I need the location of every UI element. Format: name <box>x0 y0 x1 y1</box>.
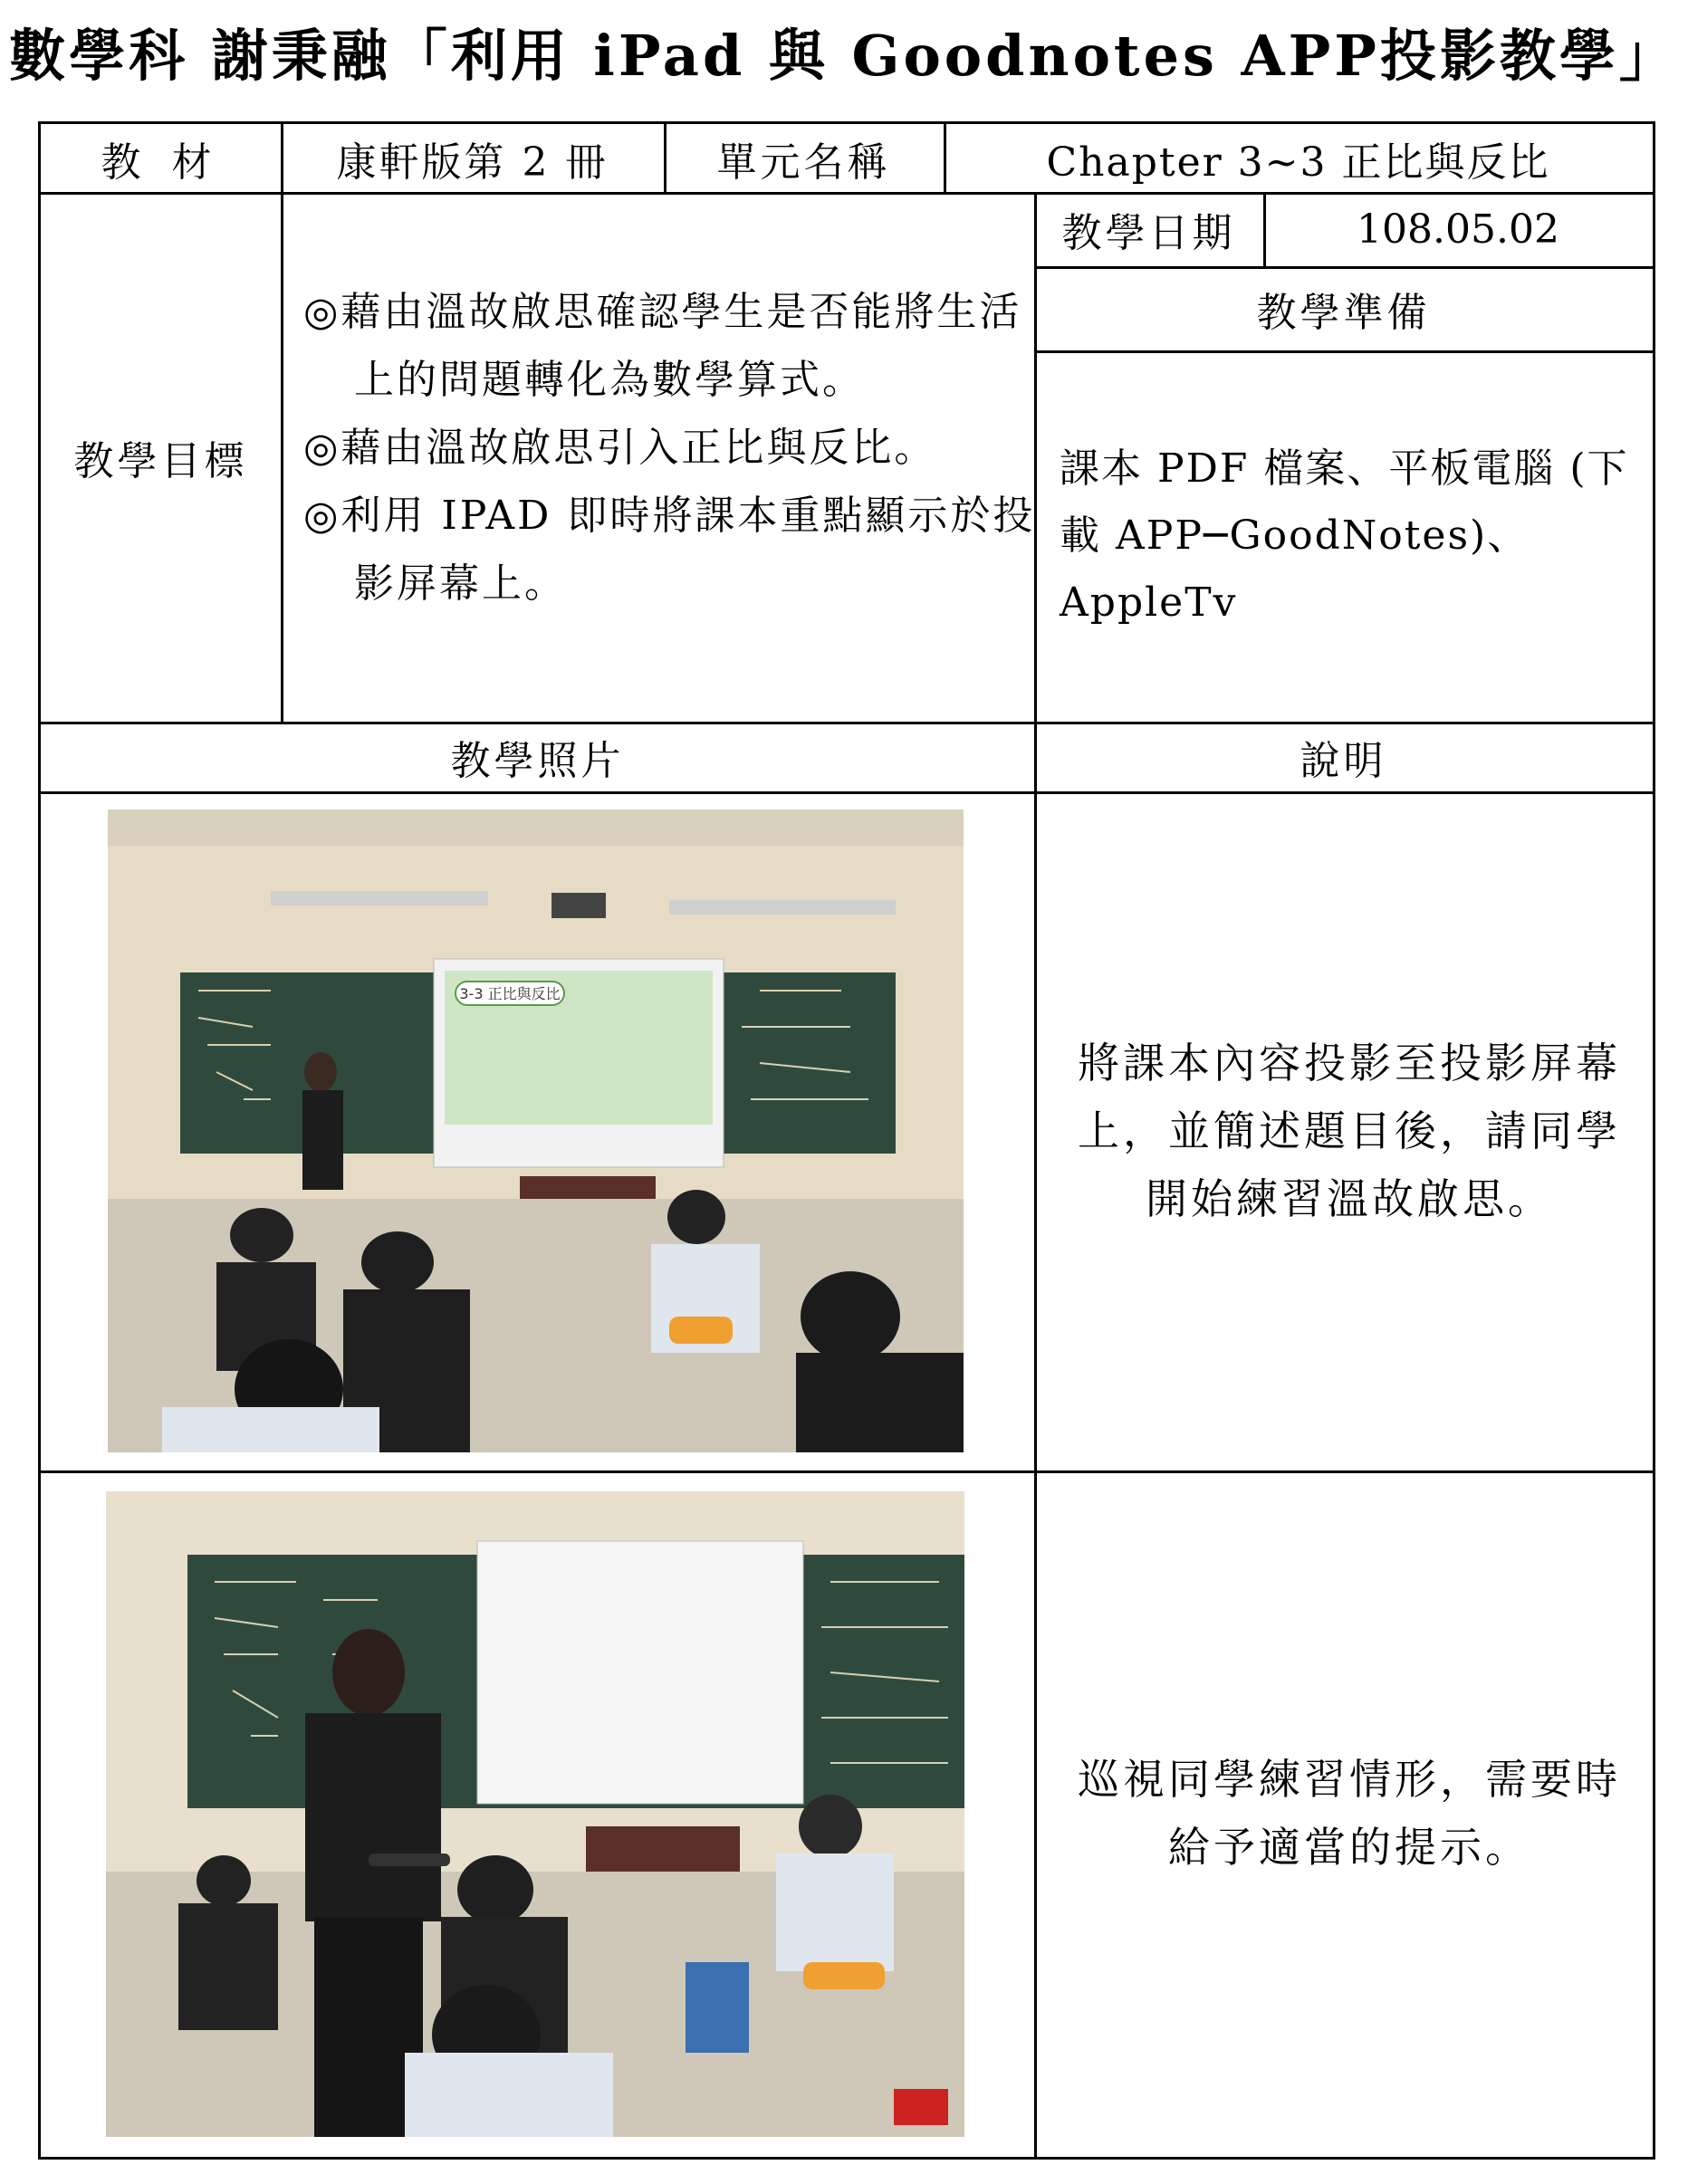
unit-label: 單元名稱 <box>716 139 891 186</box>
description-2: 巡視同學練習情形，需要時給予適當的提示。 <box>1078 1755 1621 1872</box>
lesson-table <box>38 121 1655 2160</box>
material-value: 康軒版第 2 冊 <box>336 139 609 186</box>
description-header: 說明 <box>1300 737 1387 784</box>
classroom-photo-1 <box>108 809 964 1452</box>
projected-slide-title: 3-3 正比與反比 <box>459 985 561 1002</box>
objective-list <box>303 278 1046 618</box>
page-title: 數學科 謝秉融「利用 iPad 與 Goodnotes APP投影教學」 <box>9 23 1679 89</box>
prep-value: 課本 PDF 檔案、平板電腦 (下載 APP─GoodNotes)、AppleTv <box>1060 445 1629 626</box>
material-label: 教 材 <box>101 139 221 186</box>
objective-item: ◎藉由溫故啟思引入正比與反比。 <box>303 425 937 471</box>
prep-label: 教學準備 <box>1256 289 1431 336</box>
photo-header: 教學照片 <box>450 737 625 784</box>
date-value: 108.05.02 <box>1357 206 1559 253</box>
date-label: 教學日期 <box>1061 210 1236 256</box>
unit-value: Chapter 3~3 正比與反比 <box>1046 139 1550 186</box>
objective-item: ◎利用 IPAD 即時將課本重點顯示於投影屏幕上。 <box>303 493 1036 607</box>
description-1: 將課本內容投影至投影屏幕上，並簡述題目後，請同學開始練習溫故啟思。 <box>1078 1038 1621 1223</box>
objective-label: 教學目標 <box>73 437 248 484</box>
classroom-photo-2 <box>106 1491 964 2137</box>
objective-item: ◎藉由溫故啟思確認學生是否能將生活上的問題轉化為數學算式。 <box>303 289 1022 403</box>
